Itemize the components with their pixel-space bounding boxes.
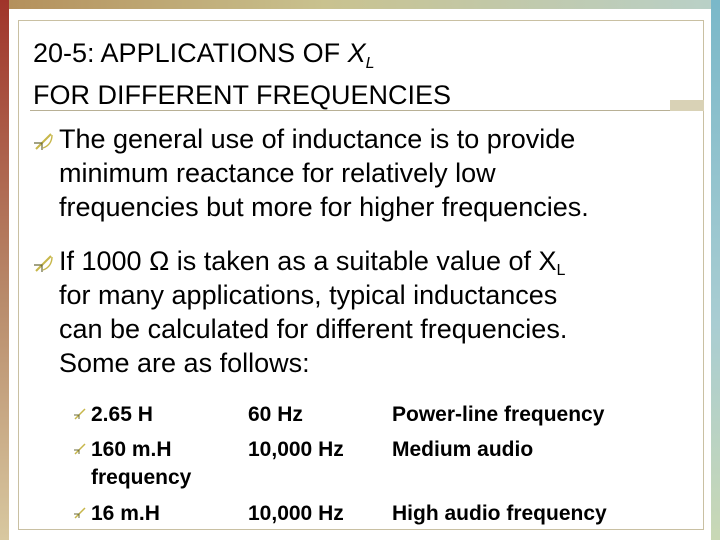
sub-bullet-icon (73, 407, 87, 420)
table-cell-inductance: 2.65 H (91, 403, 153, 426)
title-line-1 (33, 32, 451, 74)
frame-left-border (0, 0, 9, 540)
frame-right-border (711, 0, 720, 540)
title-line-2: FOR DIFFERENT FREQUENCIES (33, 80, 452, 110)
bullet-line: for many applications, typical inductances (59, 280, 558, 310)
bullet-line: can be calculated for different frequencies. (59, 314, 568, 344)
title-line-1-prefix: 20-5: APPLICATIONS OF (33, 38, 348, 68)
table-cell-frequency: 60 Hz (248, 403, 303, 426)
bullet-line-prefix: If 1000 Ω is taken as a suitable value of X (59, 246, 557, 276)
bullet-line: frequencies but more for higher frequencies. (59, 192, 589, 222)
table-cell-inductance: 160 m.H (91, 438, 172, 461)
decorative-bullet-icon (33, 253, 55, 273)
table-cell-frequency: 10,000 Hz (248, 438, 344, 461)
slide-title (33, 32, 451, 116)
title-x-symbol: X (347, 38, 366, 68)
sub-bullet-icon (73, 442, 87, 455)
decorative-bullet-icon (33, 131, 55, 151)
table-cell-application: Medium audio (392, 438, 534, 461)
xl-subscript: L (556, 262, 566, 279)
table-cell-application: High audio frequency (392, 502, 607, 525)
bullet-line: minimum reactance for relatively low (59, 158, 496, 188)
bullet-line: The general use of inductance is to provide (59, 124, 576, 154)
table-cell-frequency: 10,000 Hz (248, 502, 344, 525)
bullet-line (59, 244, 567, 278)
table-cell-inductance-wrap: frequency (91, 466, 192, 489)
table-cell-application: Power-line frequency (392, 403, 605, 426)
table-cell-inductance: 16 m.H (91, 502, 160, 525)
bullet-text-typical-inductances (59, 244, 567, 380)
decorative-corner-block (670, 100, 704, 111)
bullet-text-general-use (59, 122, 589, 224)
bullet-line: Some are as follows: (59, 348, 310, 378)
frame-top-border (9, 0, 711, 9)
title-x-subscript: L (365, 55, 375, 72)
sub-bullet-icon (73, 506, 87, 519)
